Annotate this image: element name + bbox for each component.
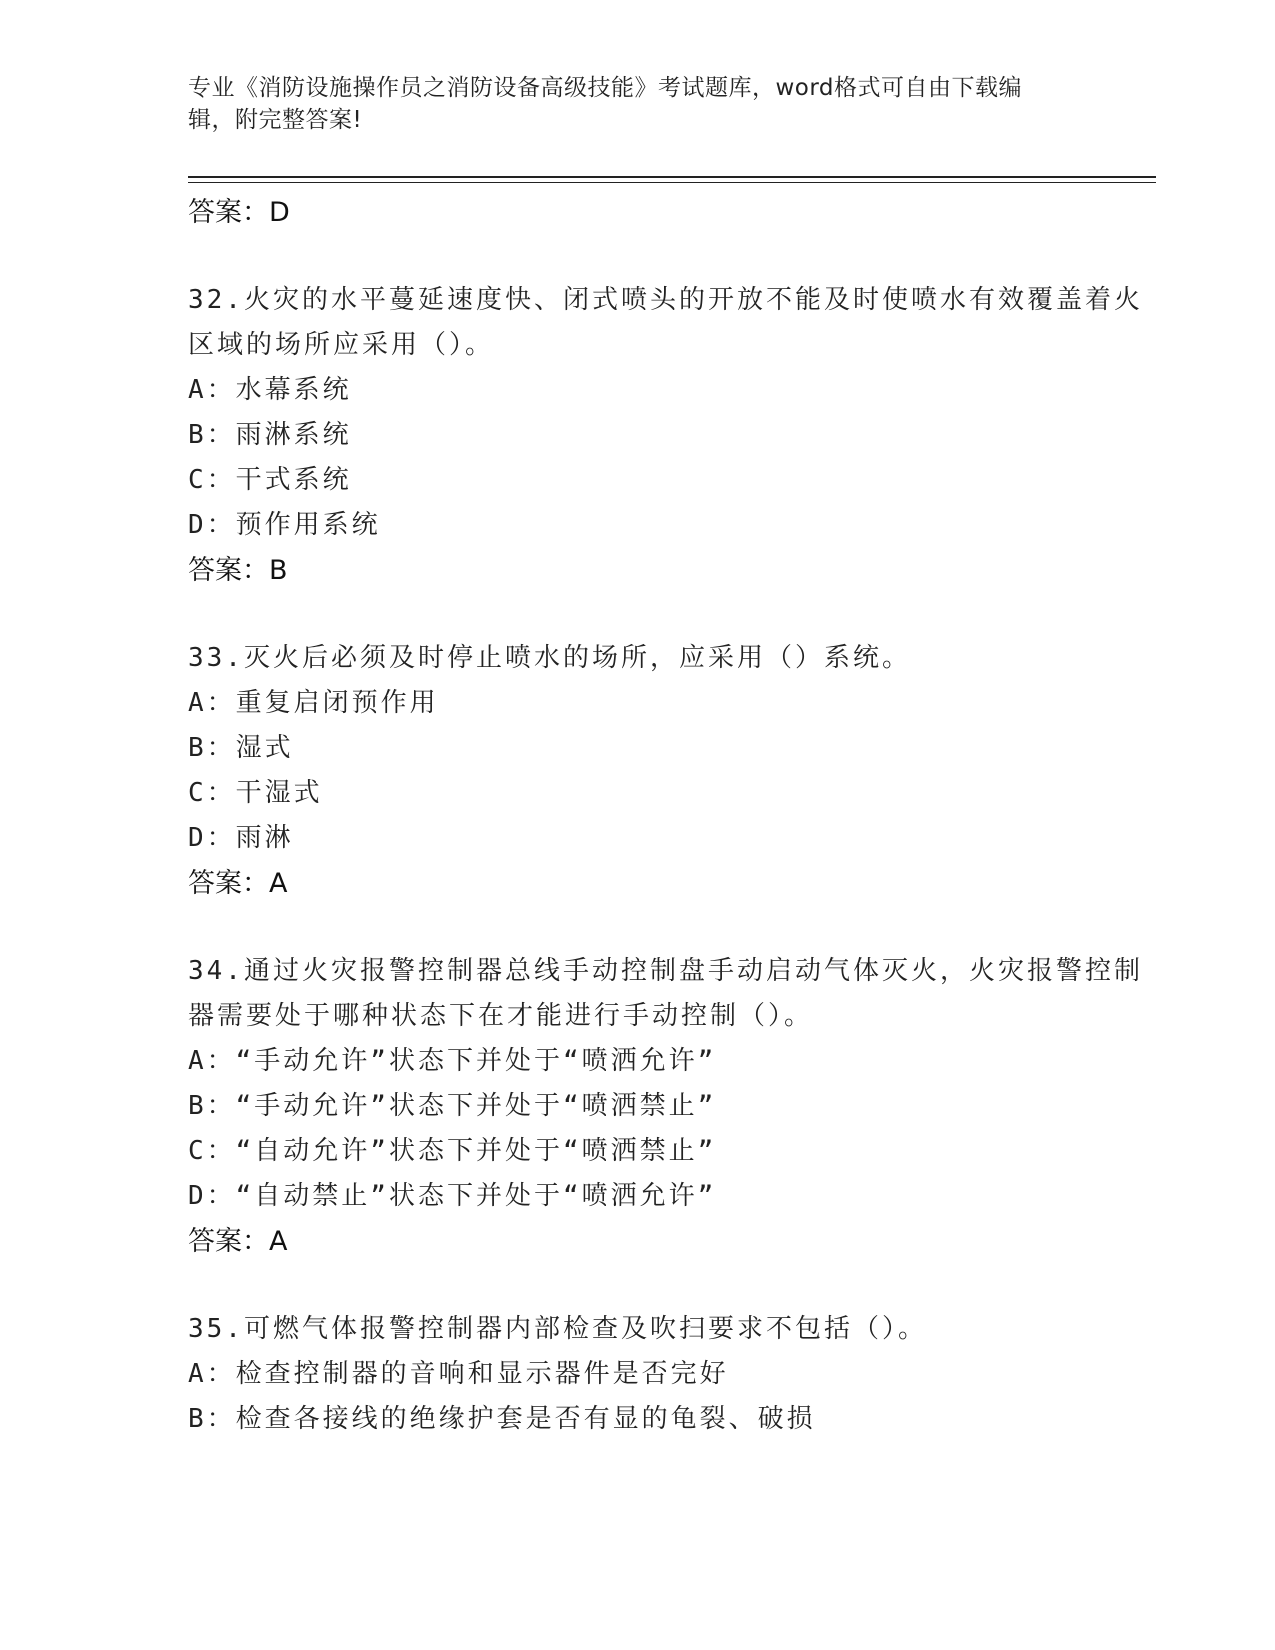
option-b: B：检查各接线的绝缘护套是否有显的龟裂、破损 xyxy=(188,1404,816,1434)
question-32 xyxy=(188,278,1156,594)
question-text: 33.灭火后必须及时停止喷水的场所，应采用（）系统。 xyxy=(188,643,911,673)
question-35 xyxy=(188,1307,1156,1442)
option-d: D：预作用系统 xyxy=(188,510,381,540)
question-33 xyxy=(188,636,1156,907)
document-header: 专业《消防设施操作员之消防设备高级技能》考试题库，word格式可自由下载编辑，附完整答案! xyxy=(188,75,1023,133)
option-b: B：雨淋系统 xyxy=(188,420,352,450)
header-divider-thick xyxy=(188,176,1156,178)
option-d: D：“自动禁止”状态下并处于“喷洒允许” xyxy=(188,1181,717,1211)
option-c: C：干式系统 xyxy=(188,465,352,495)
option-c: C：“自动允许”状态下并处于“喷洒禁止” xyxy=(188,1136,717,1166)
header-divider-thin xyxy=(188,182,1156,183)
option-d: D：雨淋 xyxy=(188,823,294,853)
option-b: B：湿式 xyxy=(188,733,294,763)
question-answer: 答案：A xyxy=(188,1226,288,1257)
question-text: 35.可燃气体报警控制器内部检查及吹扫要求不包括（）。 xyxy=(188,1314,927,1344)
question-answer: 答案：B xyxy=(188,555,288,586)
previous-answer: 答案：D xyxy=(188,197,290,228)
option-a: A：“手动允许”状态下并处于“喷洒允许” xyxy=(188,1046,717,1076)
question-34 xyxy=(188,949,1156,1265)
option-a: A：重复启闭预作用 xyxy=(188,688,439,718)
question-text: 32.火灾的水平蔓延速度快、闭式喷头的开放不能及时使喷水有效覆盖着火区域的场所应采用（）。 xyxy=(188,285,1143,360)
question-text: 34.通过火灾报警控制器总线手动控制盘手动启动气体灭火，火灾报警控制器需要处于哪种状态下在才能进行手动控制（）。 xyxy=(188,956,1143,1031)
document-body xyxy=(188,188,1156,1442)
option-c: C：干湿式 xyxy=(188,778,323,808)
question-answer: 答案：A xyxy=(188,868,288,899)
option-a: A：水幕系统 xyxy=(188,375,352,405)
option-a: A：检查控制器的音响和显示器件是否完好 xyxy=(188,1359,729,1389)
option-b: B：“手动允许”状态下并处于“喷洒禁止” xyxy=(188,1091,717,1121)
